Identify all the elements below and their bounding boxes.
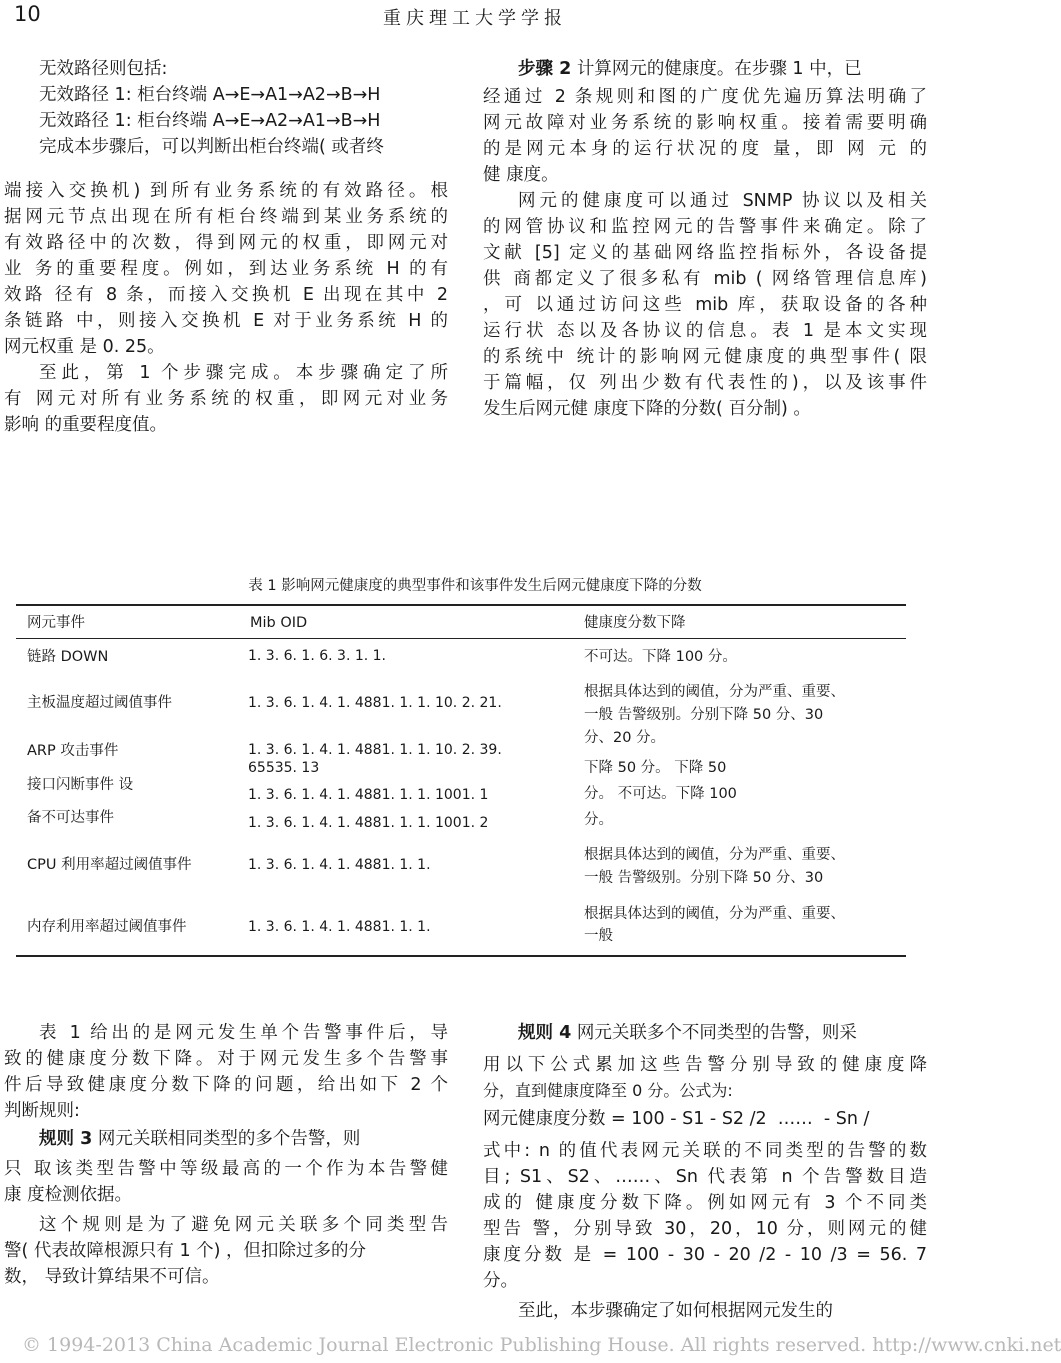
step-2-heading (483, 56, 927, 82)
table-cell-drop: 分。 不可达。下降 100 (584, 786, 737, 802)
left-column-bottom (4, 1020, 448, 1290)
text-line: 致的健康度分数下降。对于网元发生多个告警事 (4, 1049, 448, 1069)
text-line: 效路 径有 8 条，而接入交换机 E 出现在其中 2 (4, 285, 448, 305)
text-line: 数， 导致计算结果不可信。 (4, 1267, 220, 1287)
table-cell-drop: 分。 (584, 812, 613, 828)
table-cell-oid: 1. 3. 6. 1. 4. 1. 4881. 1. 1. 1001. 2 (248, 815, 489, 831)
text-line: 分。 (483, 1271, 518, 1291)
journal-title: 重庆理工大学学报 (383, 8, 567, 29)
table-cell-drop: 下降 50 分。 下降 50 (584, 760, 727, 776)
formula: 网元健康度分数 = 100 - S1 - S2 /2 …… - Sn / (483, 1109, 870, 1129)
table-cell-event: 链路 DOWN (27, 649, 109, 665)
table-header-event: 网元事件 (27, 615, 85, 631)
text-line: 无效路径 1: 柜台终端 A→E→A2→A1→B→H (39, 111, 381, 131)
table-cell-oid: 1. 3. 6. 1. 4. 1. 4881. 1. 1. 10. 2. 39. (248, 742, 502, 758)
text-line: 于篇幅，仅 列出少数有代表性的)，以及该事件 (483, 373, 927, 393)
page-number: 10 (14, 2, 41, 26)
table-cell-drop: 分、20 分。 (584, 730, 666, 746)
table-cell-event: CPU 利用率超过阈值事件 (27, 857, 192, 873)
text-line: 件后导致健康度分数下降的问题，给出如下 2 个 (4, 1075, 448, 1095)
text-line: 至此，第 1 个步骤完成。本步骤确定了所 (39, 363, 448, 383)
table-cell-event: 主板温度超过阈值事件 (27, 695, 172, 711)
text-line: 的网管协议和监控网元的告警事件来确定。除了 (483, 217, 927, 237)
text-line: 警( 代表故障根源只有 1 个) ，但扣除过多的分 (4, 1241, 367, 1261)
table-top-rule (16, 604, 906, 606)
text-line: 端接入交换机) 到所有业务系统的有效路径。根 (4, 181, 448, 201)
text-line: 至此，本步骤确定了如何根据网元发生的 (518, 1301, 833, 1321)
text-line: 成的 健康度分数下降。例如网元有 3 个不同类 (483, 1193, 927, 1213)
rule-label: 规则 3 (39, 1129, 93, 1149)
table-caption: 表 1 影响网元健康度的典型事件和该事件发生后网元健康度下降的分数 (248, 578, 702, 594)
text-line: 式中: n 的值代表网元关联的不同类型的告警的数 (483, 1141, 927, 1161)
table-cell-drop: 根据具体达到的阈值，分为严重、重要、 (584, 906, 845, 922)
right-column-bottom (483, 1020, 927, 1324)
rule-label: 规则 4 (518, 1023, 572, 1043)
table-cell-drop: 根据具体达到的阈值，分为严重、重要、 (584, 847, 845, 863)
table-cell-event: 接口闪断事件 设 (27, 777, 134, 793)
text-line: 影响 的重要程度值。 (4, 415, 168, 435)
step-text: 计算网元的健康度。在步骤 1 中，已 (571, 59, 862, 79)
table-cell-drop: 一般 告警级别。分别下降 50 分、30 (584, 870, 824, 886)
text-line: 业 务的重要程度。例如，到达业务系统 H 的有 (4, 259, 448, 279)
table-cell-drop: 根据具体达到的阈值，分为严重、重要、 (584, 684, 845, 700)
table-cell-oid: 1. 3. 6. 1. 4. 1. 4881. 1. 1. 10. 2. 21. (248, 695, 502, 711)
table-header-oid: Mib OID (250, 615, 308, 631)
text-line: 有效路径中的次数，得到网元的权重，即网元对 (4, 233, 448, 253)
text-line: 供 商都定义了很多私有 mib ( 网络管理信息库) (483, 269, 927, 289)
table-cell-oid: 1. 3. 6. 1. 6. 3. 1. 1. (248, 648, 387, 664)
text-line: 健 康度。 (483, 165, 559, 185)
table-cell-oid: 1. 3. 6. 1. 4. 1. 4881. 1. 1. (248, 857, 431, 873)
table-header-rule (16, 638, 906, 639)
text-line: 分，直到健康度降至 0 分。公式为: (483, 1081, 733, 1100)
rule-4-heading (483, 1020, 927, 1046)
text-line: 康度分数 是 = 100 - 30 - 20 /2 - 10 /3 = 56. 7 (483, 1245, 927, 1265)
text-line: 完成本步骤后，可以判断出柜台终端( 或者终 (39, 137, 384, 157)
table-cell-event: 内存利用率超过阈值事件 (27, 919, 187, 935)
rule-text: 网元关联相同类型的多个告警，则 (92, 1129, 361, 1149)
left-column-top (4, 56, 448, 438)
text-line: 康 度检测依据。 (4, 1185, 133, 1205)
text-line: 判断规则: (4, 1101, 80, 1121)
right-column-top (483, 56, 927, 422)
rule-text: 网元关联多个不同类型的告警，则采 (571, 1023, 857, 1043)
text-line: ，可 以通过访问这些 mib 库，获取设备的各种 (483, 295, 927, 315)
table-cell-oid: 65535. 13 (248, 760, 320, 776)
text-line: 发生后网元健 康度下降的分数( 百分制) 。 (483, 399, 811, 419)
text-line: 无效路径则包括: (39, 59, 168, 79)
text-line: 无效路径 1: 柜台终端 A→E→A1→A2→B→H (39, 85, 381, 105)
text-line: 文献 [5] 定义的基础网络监控指标外，各设备提 (483, 243, 927, 263)
table-bottom-rule (16, 955, 906, 957)
text-line: 的系统中 统计的影响网元健康度的典型事件( 限 (483, 347, 927, 367)
text-line: 这个规则是为了避免网元关联多个同类型告 (39, 1215, 448, 1235)
text-line: 据网元节点出现在所有柜台终端到某业务系统的 (4, 207, 448, 227)
text-line: 目; S1、S2、……、Sn 代表第 n 个告警数目造 (483, 1167, 927, 1187)
table-cell-drop: 不可达。下降 100 分。 (584, 649, 737, 665)
rule-3-heading (4, 1126, 448, 1152)
text-line: 型告 警，分别导致 30，20，10 分，则网元的健 (483, 1219, 927, 1239)
text-line: 的是网元本身的运行状况的度 量，即 网 元 的 (483, 139, 927, 159)
table-cell-oid: 1. 3. 6. 1. 4. 1. 4881. 1. 1. (248, 919, 431, 935)
text-line: 用以下公式累加这些告警分别导致的健康度降 (483, 1055, 927, 1075)
text-line: 网元故障对业务系统的影响权重。接着需要明确 (483, 113, 927, 133)
table-cell-oid: 1. 3. 6. 1. 4. 1. 4881. 1. 1. 1001. 1 (248, 787, 489, 803)
step-label: 步骤 2 (518, 59, 572, 79)
copyright-watermark: © 1994-2013 China Academic Journal Electronic Publishing House. All rights reserved. http://www.cnki.net (22, 1334, 1061, 1356)
text-line: 经通过 2 条规则和图的广度优先遍历算法明确了 (483, 87, 927, 107)
table-cell-drop: 一般 告警级别。分别下降 50 分、30 (584, 707, 824, 723)
table-cell-event: 备不可达事件 (27, 810, 114, 826)
table-header-drop: 健康度分数下降 (584, 615, 686, 631)
text-line: 有 网元对所有业务系统的权重，即网元对业务 (4, 389, 448, 409)
text-line: 运行状 态以及各协议的信息。表 1 是本文实现 (483, 321, 927, 341)
text-line: 只 取该类型告警中等级最高的一个作为本告警健 (4, 1159, 448, 1179)
table-cell-drop: 一般 (584, 928, 613, 944)
text-line: 网元的健康度可以通过 SNMP 协议以及相关 (518, 191, 927, 211)
text-line: 表 1 给出的是网元发生单个告警事件后，导 (39, 1023, 448, 1043)
text-line: 网元权重 是 0. 25。 (4, 337, 165, 357)
table-cell-event: ARP 攻击事件 (27, 743, 119, 759)
text-line: 条链路 中，则接入交换机 E 对于业务系统 H 的 (4, 311, 448, 331)
